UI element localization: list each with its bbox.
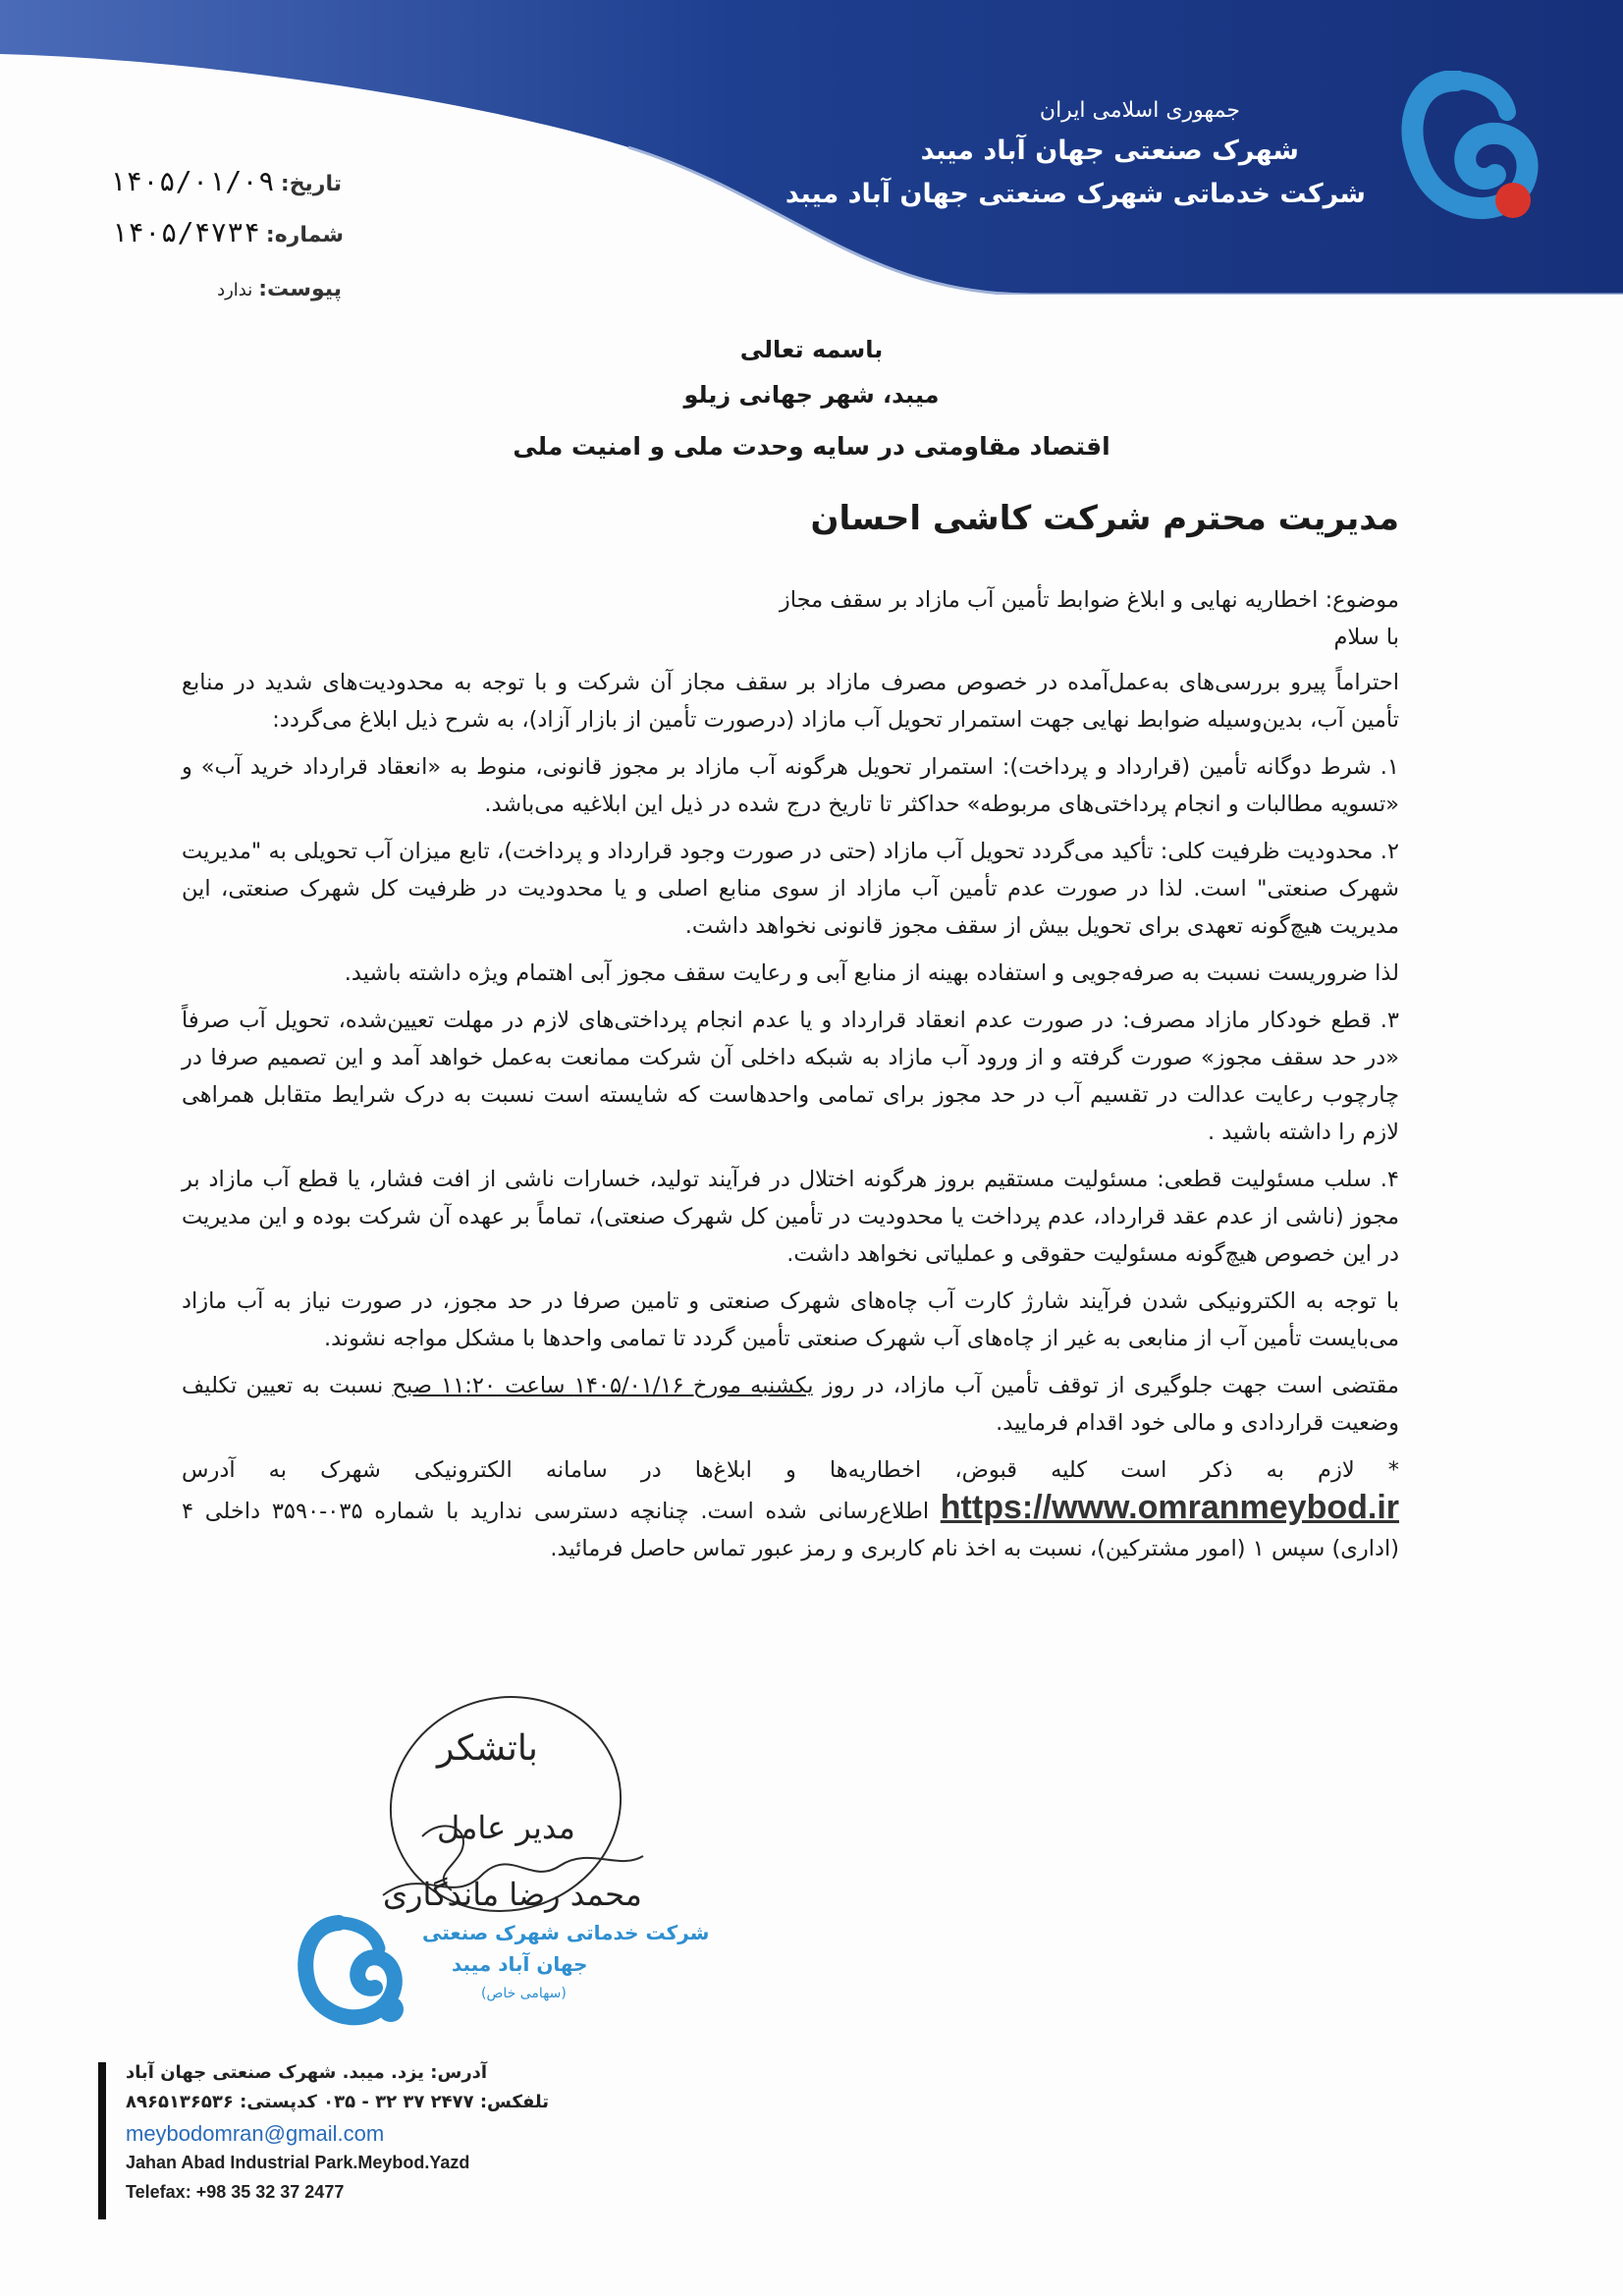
- portal-note-after: اطلاع‌رسانی شده است. چنانچه دسترسی ندارید با شماره ۰۳۵-۳۵۹۰ داخلی ۴ (اداری) سپس ۱ (امور مشترکین)، نسبت به اخذ نام کاربری و رمز عبور تماس حاصل فرمائید.: [182, 1499, 1399, 1561]
- footer-address-english: Jahan Abad Industrial Park.Meybod.Yazd: [126, 2153, 470, 2172]
- clause-3: ۳. قطع خودکار مازاد مصرف: در صورت عدم انعقاد قرارداد و یا عدم انجام پرداختی‌های لازم در مهلت تعیین‌شده، تحویل آب صرفاً «در حد سقف مجوز» صورت گرفته و از ورود آب مازاد به شبکه داخلی آن شرکت ممانعت به‌عمل خواهد آمد و این تصمیم صرفا در چارچوب رعایت عدالت در تقسیم آب در حد مجوز برای تمامی واحدهاست که شایسته است نسبت به درک شرایط متقابل همراهی لازم را داشته باشید .: [182, 1008, 1399, 1145]
- clause-4: ۴. سلب مسئولیت قطعی: مسئولیت مستقیم بروز هرگونه اختلال در فرآیند تولید، خسارات ناشی از افت فشار، یا قطع آب مازاد بر مجوز (ناشی از عدم عقد قرارداد، عدم پرداخت یا محدودیت در تأمین کل شهرک صنعتی)، تماماً بر عهده آن شرکت بوده و این مدیریت در این خصوص هیچ‌گونه مسئولیت حقوقی و عملیاتی نخواهد داشت.: [182, 1167, 1399, 1267]
- clause-1: ۱. شرط دوگانه تأمین (قرارداد و پرداخت): استمرار تحویل هرگونه آب مازاد بر مجوز قانونی، منوط به «انعقاد قرارداد خرید آب» و «تسویه مطالبات و انجام پرداختی‌های مربوطه» حداکثر تا تاریخ درج شده در ذیل این ابلاغیه می‌باشد.: [182, 754, 1399, 817]
- footer-address: آدرس: یزد. میبد. شهرک صنعتی جهان آباد: [126, 2062, 488, 2083]
- stamp-logo-icon: [295, 1913, 412, 2031]
- deadline-date-time: یکشنبه مورخ ۱۴۰۵/۰۱/۱۶ ساعت ۱۱:۲۰ صبح: [392, 1373, 814, 1398]
- portal-note-paragraph: [182, 1451, 1399, 1567]
- date-field: [109, 165, 342, 197]
- addressee-heading: مدیریت محترم شرکت کاشی احسان: [810, 499, 1399, 538]
- footer-phone: تلفکس: ۲۴۷۷ ۳۷ ۳۲ - ۰۳۵ کدپستی: ۸۹۶۵۱۳۶۵۳۶: [126, 2092, 550, 2112]
- letter-body: [182, 581, 1399, 1577]
- attachment-field: [214, 277, 342, 301]
- stamp-line-1: شرکت خدماتی شهرک صنعتی: [422, 1921, 710, 1944]
- attachment-label: پیوست:: [258, 277, 342, 301]
- subject-line: موضوع: اخطاریه نهایی و ابلاغ ضوابط تأمین آب مازاد بر سقف مجاز: [779, 587, 1399, 613]
- company-logo-icon: [1397, 71, 1544, 228]
- clause-2-note: لذا ضروریست نسبت به صرفه‌جویی و استفاده بهینه از منابع آبی و رعایت سقف مجوز آبی اهتمام ویژه داشته باشید.: [344, 960, 1399, 986]
- slogan-economy: اقتصاد مقاومتی در سایه وحدت ملی و امنیت ملی: [513, 432, 1110, 461]
- stamp-line-3: (سهامی خاص): [481, 1986, 567, 2001]
- stamp-line-2: جهان آباد میبد: [452, 1952, 588, 1976]
- electronic-paragraph: با توجه به الکترونیکی شدن فرآیند شارژ کارت آب چاه‌های شهرک صنعتی و تامین صرفا در حد مجوز، در صورت نیاز به آب مازاد می‌بایست تأمین آب از منابعی به غیر از چاه‌های آب شهرک صنعتی تأمین گردد تا تمامی واحدها با مشکل مواجه نشوند.: [182, 1288, 1399, 1351]
- header-band: [0, 0, 1623, 295]
- clause-2: ۲. محدودیت ظرفیت کلی: تأکید می‌گردد تحویل آب مازاد (حتی در صورت وجود قرارداد و پرداخت)، تابع میزان آب تحویلی به "مدیریت شهرک صنعتی" است. لذا در صورت عدم تأمین آب مازاد از سوی منابع اصلی و یا محدودیت در ظرفیت کل شهرک صنعتی، این مدیریت هیچ‌گونه تعهدی برای تحویل بیش از سقف مجوز قانونی نخواهد داشت.: [182, 839, 1399, 939]
- footer-email-link[interactable]: meybodomran@gmail.com: [126, 2121, 385, 2146]
- greeting: با سلام: [1333, 625, 1399, 650]
- header-company-name: شهرک صنعتی جهان آباد میبد: [920, 136, 1299, 166]
- header-services-company-name: شرکت خدماتی شهرک صنعتی جهان آباد میبد: [784, 179, 1366, 209]
- intro-paragraph: احتراماً پیرو بررسی‌های به‌عمل‌آمده در خصوص مصرف مازاد بر سقف مجاز آن شرکت و با توجه به محدودیت‌های شدید در منابع تأمین آب، بدین‌وسیله ضوابط نهایی جهت استمرار تحویل آب مازاد (درصورت تأمین از بازار آزاد)، به شرح ذیل ابلاغ می‌گردد:: [182, 670, 1399, 733]
- letter-number-field: [108, 216, 344, 248]
- deadline-text-after: نسبت به تعیین تکلیف وضعیت قراردادی و مالی خود اقدام فرمایید.: [182, 1373, 1399, 1436]
- portal-note-before: * لازم به ذکر است کلیه قبوض، اخطاریه‌ها و ابلاغ‌ها در سامانه الکترونیکی شهرک به آدرس: [182, 1457, 1399, 1483]
- website-link[interactable]: https://www.omranmeybod.ir: [940, 1489, 1399, 1526]
- signature-name: محمد رضا ماندگاری: [383, 1876, 642, 1913]
- number-value: ۱۴۰۵/۴۷۳۴: [111, 216, 260, 248]
- slogan-city: میبد، شهر جهانی زیلو: [683, 381, 940, 409]
- date-label: تاریخ:: [280, 172, 342, 196]
- number-label: شماره:: [265, 223, 344, 247]
- date-value: ۱۴۰۵/۰۱/۰۹: [109, 165, 275, 197]
- bismillah-heading: باسمه تعالی: [739, 336, 884, 363]
- deadline-paragraph: [182, 1367, 1399, 1442]
- attachment-value: ندارد: [217, 280, 253, 301]
- signature-title: مدیر عامل: [437, 1809, 575, 1846]
- footer-accent-bar: [98, 2062, 106, 2219]
- footer-telefax: Telefax: +98 35 32 37 2477: [126, 2182, 345, 2202]
- signature-thanks: باتشکر: [437, 1728, 538, 1769]
- header-republic-text: جمهوری اسلامی ایران: [1039, 98, 1240, 123]
- deadline-text-before: مقتضی است جهت جلوگیری از توقف تأمین آب مازاد، در روز: [813, 1373, 1399, 1398]
